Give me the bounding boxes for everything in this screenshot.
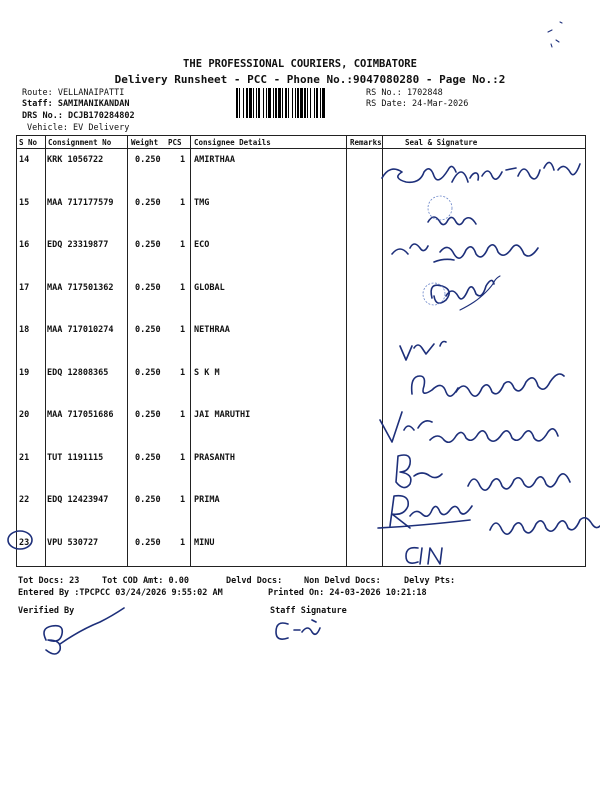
delivery-points: Delvy Pts: xyxy=(404,576,456,586)
col-remarks: Remarks xyxy=(350,138,382,147)
row-pcs: 1 xyxy=(180,367,186,378)
row-weight: 0.250 xyxy=(135,282,161,293)
row-consignment-no: MAA 717177579 xyxy=(47,197,114,208)
row-pcs: 1 xyxy=(180,495,186,505)
row-consignee: GLOBAL xyxy=(194,282,225,293)
row-sno: 22 xyxy=(19,495,30,505)
row-consignment-no: EDQ 12423947 xyxy=(47,495,109,505)
row-consignee: TMG xyxy=(194,197,210,208)
row-consignment-no: MAA 717010274 xyxy=(47,325,114,335)
row-weight: 0.250 xyxy=(135,155,161,165)
row-weight: 0.250 xyxy=(135,495,161,505)
row-sno: 20 xyxy=(19,410,30,420)
row-weight: 0.250 xyxy=(135,367,161,378)
total-cod-amount: Tot COD Amt: 0.00 xyxy=(102,576,189,586)
non-delivered-docs: Non Delvd Docs: xyxy=(304,576,381,586)
col-weight: Weight xyxy=(131,138,159,147)
row-weight: 0.250 xyxy=(135,452,161,463)
row-sno: 17 xyxy=(19,282,30,293)
route: Route: VELLANAIPATTI xyxy=(22,88,125,98)
row-pcs: 1 xyxy=(180,197,186,208)
col-sno: S No xyxy=(19,138,38,147)
row-sno: 18 xyxy=(19,325,30,335)
col-consignment: Consignment No xyxy=(48,138,112,147)
row-consignment-no: KRK 1056722 xyxy=(47,155,104,165)
rs-number: RS No.: 1702848 xyxy=(366,88,443,98)
company-title: THE PROFESSIONAL COURIERS, COIMBATORE xyxy=(183,58,417,70)
row-weight: 0.250 xyxy=(135,410,161,420)
col-pcs: PCS xyxy=(168,138,182,147)
row-pcs: 1 xyxy=(180,325,186,335)
row-consignee: NETHRAA xyxy=(194,325,230,335)
row-sno: 15 xyxy=(19,197,30,208)
row-consignee: AMIRTHAA xyxy=(194,155,235,165)
total-docs: Tot Docs: 23 xyxy=(18,576,80,586)
row-consignment-no: EDQ 23319877 xyxy=(47,240,109,250)
rs-date: RS Date: 24-Mar-2026 xyxy=(366,99,469,109)
row-pcs: 1 xyxy=(180,240,186,250)
entered-by: Entered By :TPCPCC 03/24/2026 9:55:02 AM xyxy=(18,588,223,598)
verified-by-label: Verified By xyxy=(18,606,75,616)
row-weight: 0.250 xyxy=(135,537,161,548)
row-sno: 21 xyxy=(19,452,30,463)
row-consignee: ECO xyxy=(194,240,210,250)
row-consignment-no: MAA 717501362 xyxy=(47,282,114,293)
row-consignee: JAI MARUTHI xyxy=(194,410,251,420)
row-sno: 19 xyxy=(19,367,30,378)
printed-on: Printed On: 24-03-2026 10:21:18 xyxy=(268,588,427,598)
runsheet-subtitle: Delivery Runsheet - PCC - Phone No.:9047080280 - Page No.:2 xyxy=(114,73,506,86)
col-seal-signature: Seal & Signature xyxy=(405,138,478,147)
col-consignee: Consignee Details xyxy=(194,138,271,147)
row-consignment-no: VPU 530727 xyxy=(47,537,99,548)
row-consignee: S K M xyxy=(194,367,220,378)
row-weight: 0.250 xyxy=(135,240,161,250)
row-sno: 14 xyxy=(19,155,30,165)
row-pcs: 1 xyxy=(180,410,186,420)
row-pcs: 1 xyxy=(180,537,186,548)
row-consignee: MINU xyxy=(194,537,215,548)
delivered-docs: Delvd Docs: xyxy=(226,576,283,586)
row-weight: 0.250 xyxy=(135,325,161,335)
row-sno: 16 xyxy=(19,240,30,250)
row-consignment-no: MAA 717051686 xyxy=(47,410,114,420)
staff: Staff: SAMIMANIKANDAN xyxy=(22,99,130,109)
vehicle: Vehicle: EV Delivery xyxy=(27,123,130,133)
row-pcs: 1 xyxy=(180,155,186,165)
row-consignee: PRIMA xyxy=(194,495,220,505)
drs-number: DRS No.: DCJB170284802 xyxy=(22,111,135,121)
row-weight: 0.250 xyxy=(135,197,161,208)
row-sno: 23 xyxy=(19,537,30,548)
staff-signature-label: Staff Signature xyxy=(270,606,347,616)
row-consignee: PRASANTH xyxy=(194,452,235,463)
row-consignment-no: EDQ 12808365 xyxy=(47,367,109,378)
row-consignment-no: TUT 1191115 xyxy=(47,452,104,463)
row-pcs: 1 xyxy=(180,452,186,463)
row-pcs: 1 xyxy=(180,282,186,293)
